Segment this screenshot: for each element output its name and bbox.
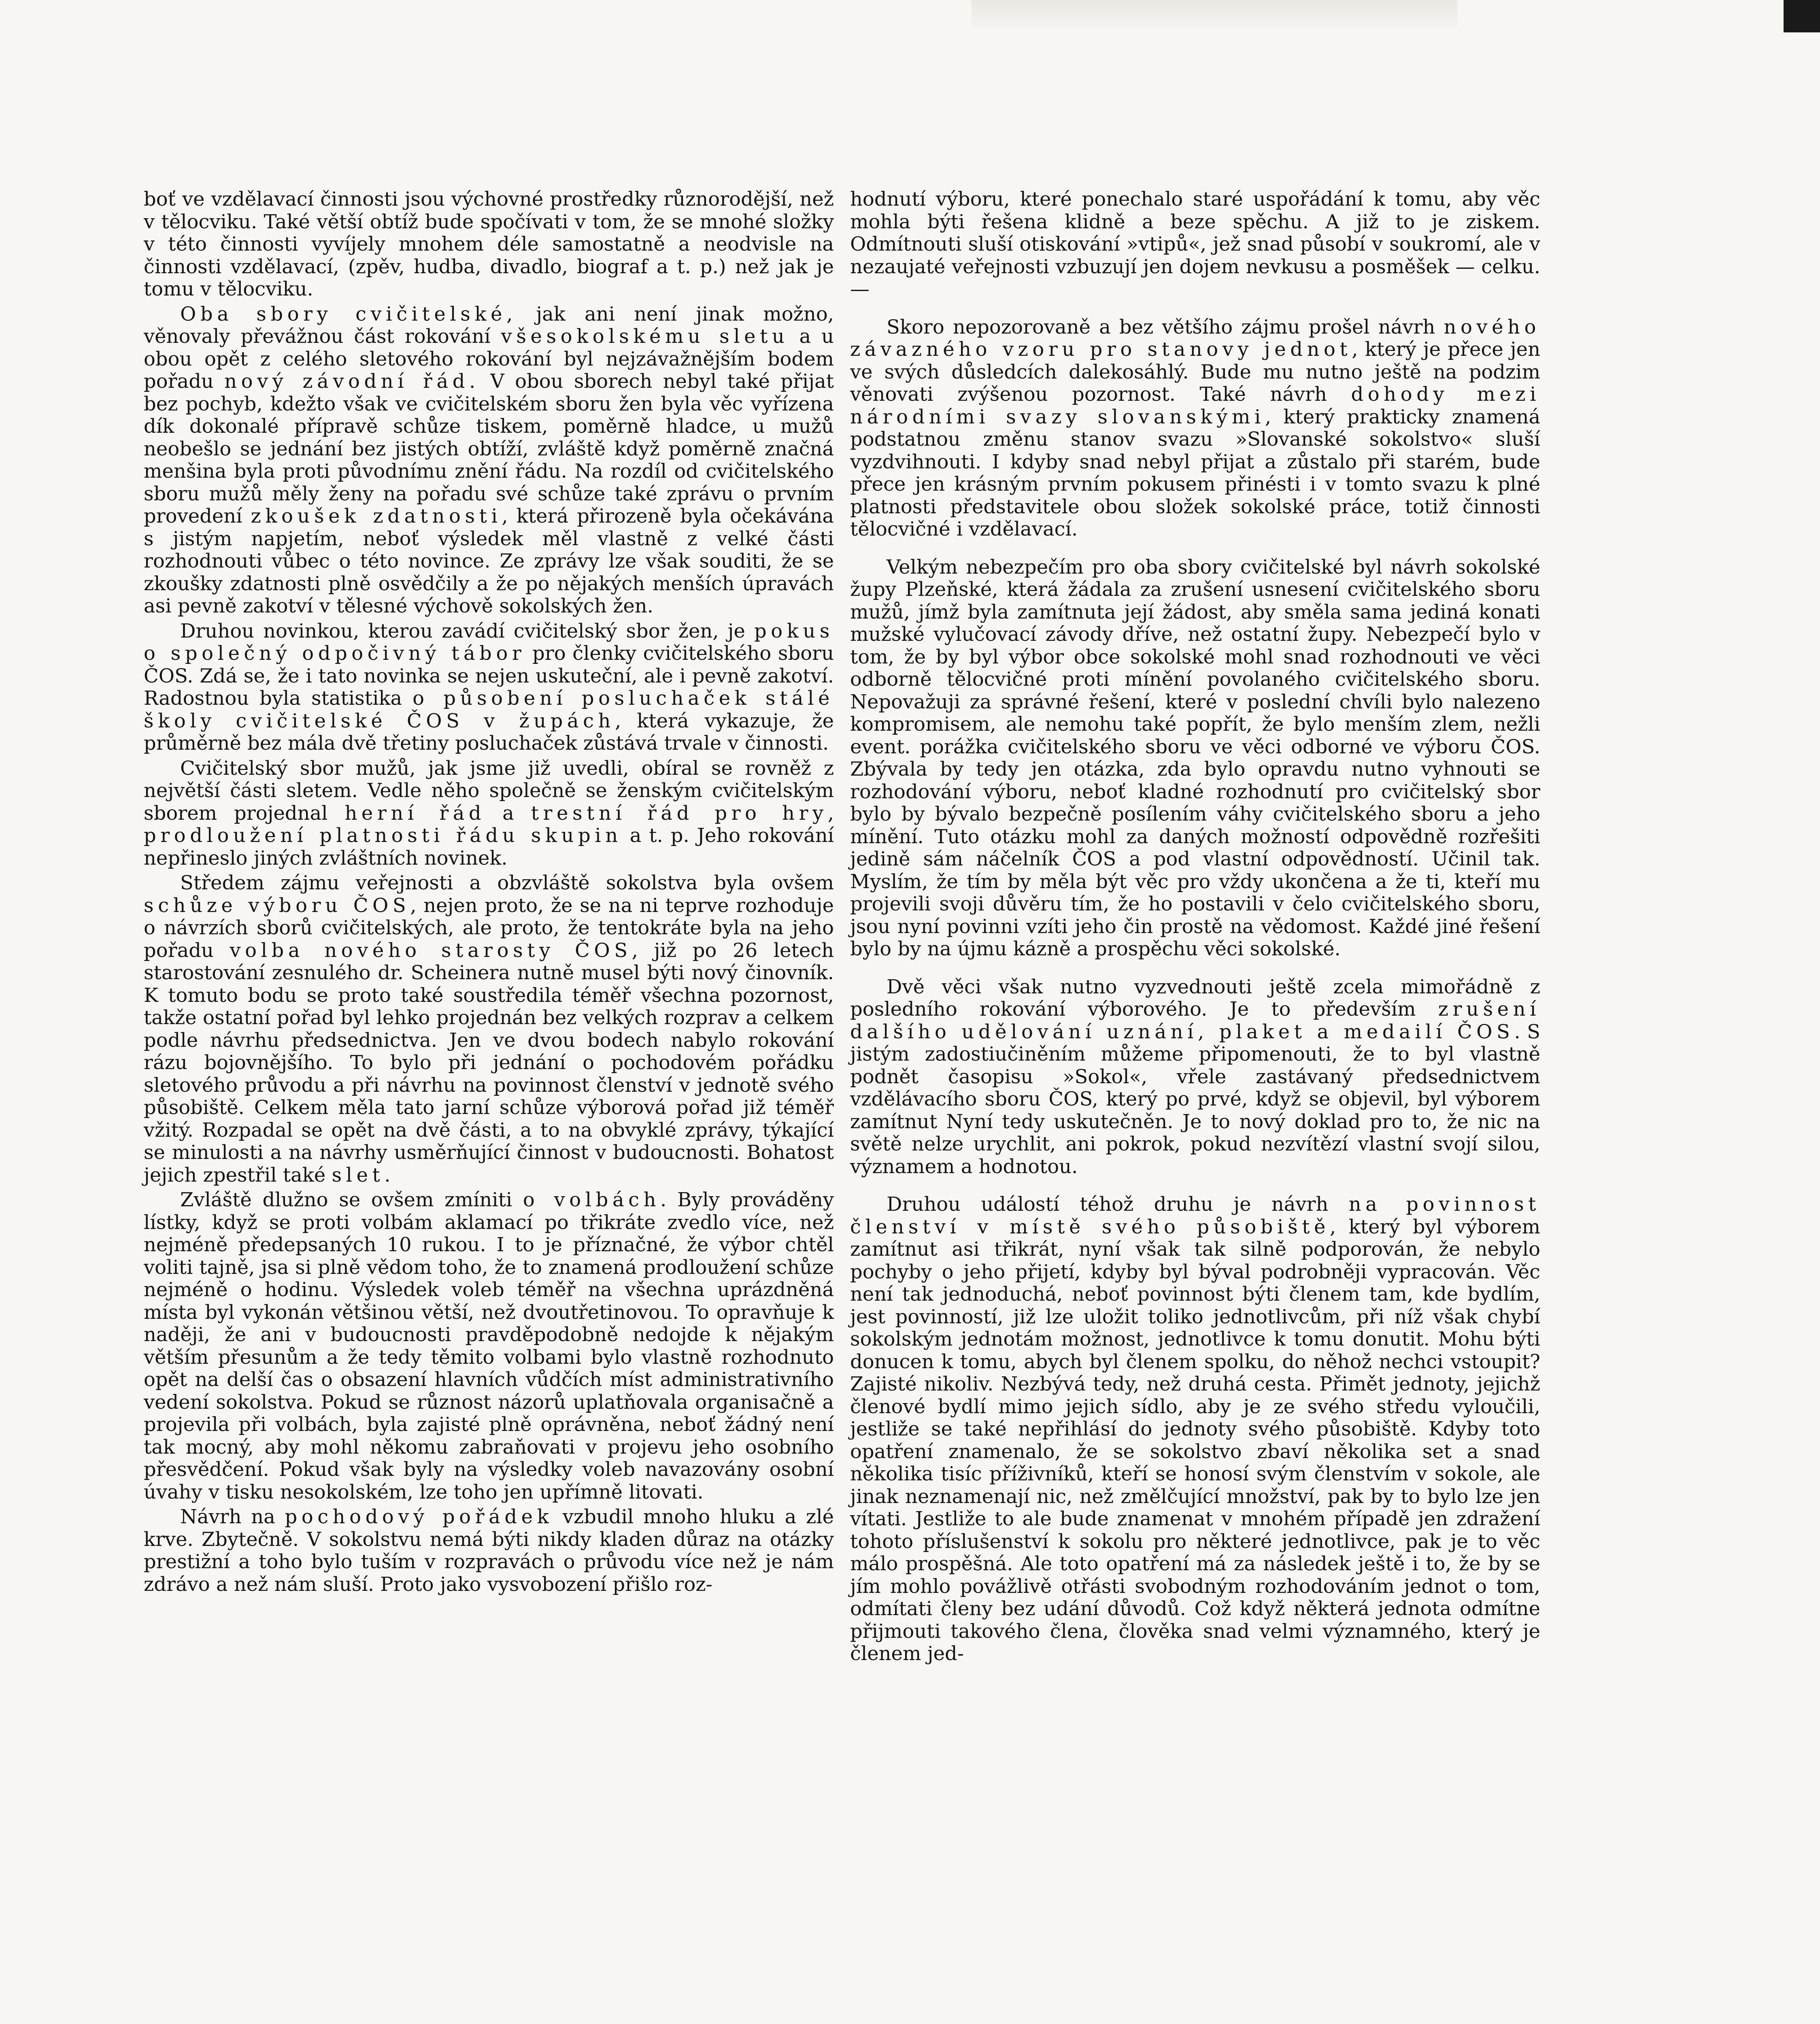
paragraph	[144, 1506, 834, 1596]
spaced-emphasis: o působení posluchaček stálé školy cvičitelské ČOS v župách	[144, 687, 834, 732]
text-run: a u obou opět z celého sletového rokování byl nejzávažnějším bodem pořadu	[144, 325, 834, 393]
spaced-emphasis: na povinnost členství v místě svého působiště	[850, 1193, 1540, 1238]
text-run: Skoro nepozorovaně a bez většího zájmu prošel návrh	[887, 315, 1444, 338]
text-run: a	[485, 802, 531, 825]
text-run: , která přirozeně byla očekávána s jistým napjetím, neboť výsledek měl vlastně z velké části rozhodnouti vůbec o této novince. Ze zprávy lze však souditi, že se zkoušky zdatnosti plně osvědčily a že po nějakých menších úpravách asi pevně zakotví v tělesné výchově sokolských žen.	[144, 505, 834, 617]
paragraph	[144, 872, 834, 1186]
paragraph	[144, 620, 834, 755]
text-run: Cvičitelský sbor mužů, jak jsme již uvedli, obíral se rovněž z největší části sletem. Vedle něho společně se ženským cvičitelským sborem projednal	[144, 757, 834, 825]
spaced-emphasis: herní řád	[344, 802, 486, 825]
text-run: Dvě věci však nutno vyzvednouti ještě zcela mimořádně z posledního rokování výborového. Je to především	[850, 975, 1540, 1021]
spaced-emphasis: trestní řád pro hry	[531, 802, 828, 825]
scan-artifact-top	[972, 0, 1457, 28]
text-run: Návrh na	[180, 1505, 285, 1528]
spaced-emphasis: nového závazného vzoru pro stanovy jednot	[850, 315, 1540, 361]
spaced-emphasis: zrušení dalšího udělování uznání, plaket a medailí ČOS	[850, 998, 1540, 1043]
text-run: Druhou novinkou, kterou zavádí cvičitelský sbor žen, je	[180, 619, 754, 642]
text-run: a t. p. Jeho rokování nepřineslo jiných zvláštních novinek.	[144, 824, 834, 870]
text-run: , která vykazuje, že průměrně bez mála dvě třetiny posluchaček zůstává trvale v činnosti.	[144, 709, 834, 755]
right-column	[850, 188, 1540, 1665]
paragraph	[144, 303, 834, 618]
text-run: vzbudil mnoho hluku a zlé krve. Zbytečně. V sokolstvu nemá býti nikdy kladen důraz na otázky prestižní a toho bylo tuším v rozpravách o průvodu více než je nám zdrávo a než nám sluší. Proto jako vysvobození přišlo roz-	[144, 1505, 834, 1596]
spaced-emphasis: zkoušek zdatnosti	[251, 505, 502, 527]
text-run: .	[384, 1163, 391, 1186]
text-run: , který je přece jen ve svých důsledcích dalekosáhlý. Bude mu nutno ještě na podzim věnovati zvýšenou pozornost. Také návrh	[850, 338, 1540, 406]
spaced-emphasis: Oba sbory cvičitelské,	[180, 302, 517, 325]
spaced-emphasis: slet	[332, 1163, 385, 1186]
spaced-emphasis: pochodový pořádek	[285, 1505, 553, 1528]
text-run: Velkým nebezpečím pro oba sbory cvičitelské byl návrh sokolské župy Plzeňské, která žádala za zrušení usnesení cvičitelského sboru mužů, jímž byla zamítnuta její žádost, aby směla sama jediná konati mužské vylučovací závody dříve, než ostatní župy. Nebezpečí bylo v tom, že by byl výbor obce sokolské mohl snad rozhodnouti ve věci odborně tělocvičné proti mínění povolaného cvičitelského sboru. Nepovažuji za správné řešení, které v poslední chvíli bylo nalezeno kompromisem, ale nemohu také popřít, že bylo menším zlem, nežli event. porážka cvičitelského sboru ve věci odborné ve výboru ČOS. Zbývala by tedy jen otázka, zda bylo opravdu nutno vyhnouti se rozhodování výboru, neboť kladné rozhodnutí pro cvičitelský sbor bylo by bývalo bezpečně posílením váhy cvičitelského sboru a jeho mínění. Tuto otázku mohl za daných možností odpovědně rozřešiti jedině sám náčelník ČOS a pod vlastní odpovědností. Učinil tak. Myslím, že tím by měla být věc pro vždy ukončena a že ti, kteří mu projevili svoji důvěru tím, že ho postavili v čelo cvičitelského sboru, jsou nyní povinni vzíti jeho čin prostě na vědomost. Každé jiné řešení bylo by na újmu kázně a prospěchu věci sokolské.	[850, 555, 1540, 960]
paragraph	[144, 757, 834, 870]
text-run: , který byl výborem zamítnut asi třikrát, nyní však tak silně podporován, že nebylo pochyby o jeho přijetí, kdyby byl býval podrobněji vypracován. Věc není tak jednoduchá, neboť povinnost býti členem tam, kde bydlím, jest povinností, již lze uložit toliko jednotlivcům, při níž však chybí sokolským jednotám možnost, jednotlivce k tomu donutit. Mohu býti donucen k tomu, abych byl členem spolku, do něhož nechci vstoupit? Zajisté nikoliv. Nezbývá tedy, než druhá cesta. Přimět jednoty, jejichž členové bydlí mimo jejich sídlo, aby je ze svého středu vyloučili, jestliže se také nepřihlásí do jednoty svého působiště. Kdyby toto opatření znamenalo, že se sokolstvo zbaví několika set a snad několika tisíc příživníků, kteří se honosí svým členstvím v sokole, ale jinak neznamenají nic, než změlčující množství, pak by to bylo lze jen vítati. Jestliže to ale bude znamenat v mnohém případě jen zdražení tohoto příslušenství k sokolu pro některé jednotlivce, pak je to věc málo prospěšná. Ale toto opatření má za následek ještě i to, že by se jím mohlo povážlivě otřásti svobodným rozhodováním jednot o tom, odmítati členy bez udání důvodů. Což když některá jednota odmítne přijmouti takového člena, člověka snad velmi významného, který je členem jed-	[850, 1215, 1540, 1665]
paragraph	[144, 1189, 834, 1503]
text-run: . Byly prováděny lístky, když se proti volbám aklamací po třikráte zvedlo více, než nejméně předepsaných 10 rukou. I to je příznačné, že výbor chtěl voliti tajně, jsa si plně vědom toho, že to znamená prodloužení schůze nejméně o hodinu. Výsledek voleb téměř na všechna uprázdněná místa byl vykonán většinou větší, než dvoutřetinovou. To opravňuje k naději, že ani v budoucnosti pravděpodobně nedojde k nějakým větším přesunům a že tedy těmito volbami bylo vlastně rozhodnuto opět na delší čas o obsazení hlavních vůdčích míst administrativního vedení sokolstva. Pokud se různost názorů uplatňovala organisačně a projevila při volbách, byla zajisté plně oprávněna, neboť žádný není tak mocný, aby mohl někomu zabraňovati v projevu jeho osobního přesvědčení. Pokud však byly na výsledky voleb navazovány osobní úvahy v tisku nesokolském, lze toho jen upřímně litovati.	[144, 1188, 834, 1503]
spaced-emphasis: o volbách	[523, 1188, 661, 1211]
text-run: hodnutí výboru, které ponechalo staré uspořádání k tomu, aby věc mohla býti řešena klidně a beze spěchu. A již to je ziskem. Odmítnouti sluší otiskování »vtipů«, jež snad působí v soukromí, ale v nezaujaté veřejnosti vzbuzují jen dojem nevkusu a posměšek — celku. —	[850, 188, 1540, 300]
paragraph	[850, 188, 1540, 301]
paragraph	[850, 316, 1540, 541]
spaced-emphasis: pokus o společný odpočivný tábor	[144, 619, 834, 665]
text-run: jak ani není jinak možno, věnovaly převážnou část rokování	[144, 302, 834, 348]
spaced-emphasis: všesokolskému sletu	[501, 325, 789, 348]
spaced-emphasis: dohody mezi národními svazy slovanskými	[850, 383, 1540, 428]
spaced-emphasis: nový závodní řád.	[224, 370, 480, 393]
text-run: , který prakticky znamená podstatnou změnu stanov svazu »Slovanské sokolstvo« sluší vyzdvihnouti. I kdyby snad nebyl přijat a zůstalo při starém, bude přece jen krásným prvním pokusem přinésti i v tomto svazu k plné platnosti představitele obou složek sokolské práce, totiž činnosti tělocvičné i vzdělavací.	[850, 405, 1540, 540]
text-run: Středem zájmu veřejnosti a obzvláště sokolstva byla ovšem	[180, 872, 834, 894]
text-run: Zvláště dlužno se ovšem zmíniti	[180, 1188, 523, 1211]
text-run: Druhou událostí téhož druhu je návrh	[887, 1193, 1349, 1216]
spaced-emphasis: prodloužení platnosti řádu skupin	[144, 824, 622, 847]
spaced-emphasis: schůze výboru ČOS	[144, 894, 410, 917]
paragraph	[850, 556, 1540, 961]
text-run: V obou sborech nebyl také přijat bez pochyb, kdežto však ve cvičitelském sboru žen byla věc vyřízena dík dokonalé přípravě schůze tiskem, poměrně hladce, u mužů neobešlo se jednání bez jistých obtíží, zvláště když poměrně značná menšina byla proti původnímu znění řádu. Na rozdíl od cvičitelského sboru mužů měly ženy na pořadu své schůze také zprávu o prvním provedení	[144, 370, 834, 527]
paragraph	[850, 976, 1540, 1178]
text-run: . S jistým zadostiučiněním můžeme připomenouti, že to byl vlastně podnět časopisu »Sokol«, vřele zastávaný předsednictvem vzdělávacího sboru ČOS, který po prvé, když se objevil, byl výborem zamítnut Nyní tedy uskutečněn. Je to nový doklad pro to, že nic na světě nelze urychlit, ani pokrok, pokud nezvítězí vlastní svojí silou, významem a hodnotou.	[850, 1020, 1540, 1178]
text-run: , nejen proto, že se na ni teprve rozhoduje o návrzích sborů cvičitelských, ale proto, že tentokráte byla na jeho pořadu	[144, 894, 834, 962]
paragraph	[850, 1193, 1540, 1665]
text-run: boť ve vzdělavací činnosti jsou výchovné prostředky různorodější, než v tělocviku. Také větší obtíž bude spočívati v tom, že se mnohé složky v této činnosti vyvíjely mnohem déle samostatně a neodvisle na činnosti vzdělavací, (zpěv, hudba, divadlo, biograf a t. p.) než jak je tomu v tělocviku.	[144, 188, 834, 300]
text-run: ,	[827, 802, 834, 825]
scan-artifact-corner	[1784, 0, 1820, 32]
spaced-emphasis: volba nového starosty ČOS	[230, 939, 632, 962]
text-run: pro členky cvičitelského sboru ČOS. Zdá se, že i tato novinka se nejen uskuteční, ale i pevně zakotví. Radostnou byla statistika	[144, 642, 834, 710]
text-run: , již po 26 letech starostování zesnulého dr. Scheinera nutně musel býti nový činovník. K tomuto bodu se proto také soustředila téměř všechna pozornost, takže ostatní pořad byl lehko projednán bez velkých rozprav a celkem podle návrhu předsednictva. Jen ve dvou bodech nabylo rokování rázu bojovnějšího. To bylo při jednání o pochodovém pořádku sletového průvodu a při návrhu na povinnost členství v jednotě svého působiště. Celkem měla tato jarní schůze výborová pořad již téměř vžitý. Rozpadal se opět na dvě části, a to na obvyklé zprávy, týkající se minulosti a na návrhy usměrňující činnost v budoucnosti. Bohatost jejich zpestřil také	[144, 939, 834, 1186]
paragraph	[144, 188, 834, 301]
left-column	[144, 188, 834, 1596]
